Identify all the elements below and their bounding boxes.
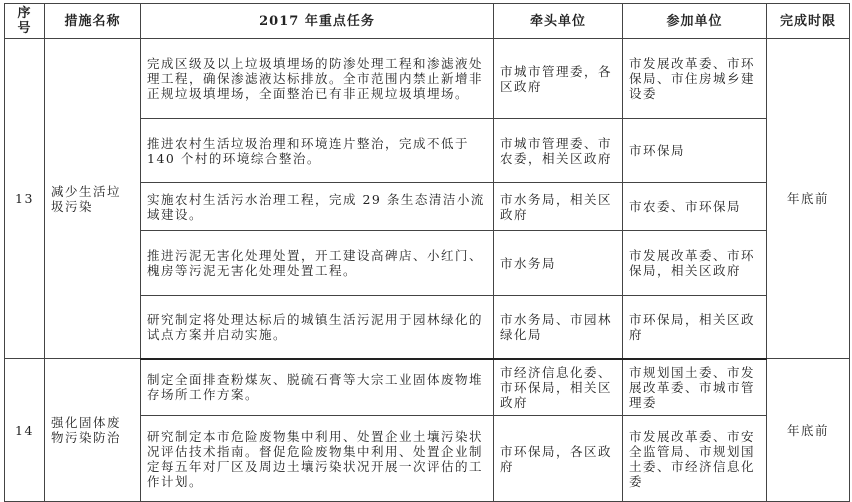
lead-cell: 市水务局、市园林绿化局 — [494, 296, 623, 359]
participants-cell: 市环保局 — [623, 119, 767, 183]
participants-cell: 市农委、市环保局 — [623, 183, 767, 231]
participants-cell: 市发展改革委、市环保局、市住房城乡建设委 — [623, 39, 767, 119]
header-task: 2017 年重点任务 — [141, 4, 494, 39]
participants-cell: 市发展改革委、市环保局，相关区政府 — [623, 231, 767, 296]
measure-name: 减少生活垃圾污染 — [45, 39, 141, 359]
row-number: 13 — [5, 39, 45, 359]
lead-cell: 市城市管理委，各区政府 — [494, 39, 623, 119]
task-cell: 实施农村生活污水治理工程，完成 29 条生态清洁小流域建设。 — [141, 183, 494, 231]
task-cell: 制定全面排查粉煤灰、脱硫石膏等大宗工业固体废物堆存场所工作方案。 — [141, 359, 494, 416]
header-participants: 参加单位 — [623, 4, 767, 39]
header-lead: 牵头单位 — [494, 4, 623, 39]
participants-cell: 市环保局，相关区政府 — [623, 296, 767, 359]
task-cell: 推进农村生活垃圾治理和环境连片整治，完成不低于 140 个村的环境综合整治。 — [141, 119, 494, 183]
deadline-cell: 年底前 — [767, 359, 850, 502]
task-cell: 研究制定本市危险废物集中利用、处置企业土壤污染状况评估技术指南。督促危险废物集中利用、处置企业制定每五年对厂区及周边土壤污染状况开展一次评估的工作计划。 — [141, 416, 494, 502]
lead-cell: 市水务局 — [494, 231, 623, 296]
lead-cell: 市城市管理委、市农委，相关区政府 — [494, 119, 623, 183]
measures-table — [4, 3, 850, 502]
table-row — [5, 39, 850, 119]
table-row — [5, 359, 850, 416]
task-cell: 完成区级及以上垃圾填埋场的防渗处理工程和渗滤液处理工程，确保渗滤液达标排放。全市范围内禁止新增非正规垃圾填埋场，全面整治已有非正规垃圾填埋场。 — [141, 39, 494, 119]
header-no: 序号 — [5, 4, 45, 39]
measure-name: 强化固体废物污染防治 — [45, 359, 141, 502]
task-cell: 推进污泥无害化处理处置，开工建设高碑店、小红门、槐房等污泥无害化处理处置工程。 — [141, 231, 494, 296]
participants-cell: 市发展改革委、市安全监管局、市规划国土委、市经济信息化委 — [623, 416, 767, 502]
lead-cell: 市经济信息化委、市环保局，相关区政府 — [494, 359, 623, 416]
lead-cell: 市水务局，相关区政府 — [494, 183, 623, 231]
row-number: 14 — [5, 359, 45, 502]
header-deadline: 完成时限 — [767, 4, 850, 39]
header-row — [5, 4, 850, 39]
deadline-cell: 年底前 — [767, 39, 850, 359]
lead-cell: 市环保局，各区政府 — [494, 416, 623, 502]
header-measure: 措施名称 — [45, 4, 141, 39]
participants-cell: 市规划国土委、市发展改革委、市城市管理委 — [623, 359, 767, 416]
task-cell: 研究制定将处理达标后的城镇生活污泥用于园林绿化的试点方案并启动实施。 — [141, 296, 494, 359]
